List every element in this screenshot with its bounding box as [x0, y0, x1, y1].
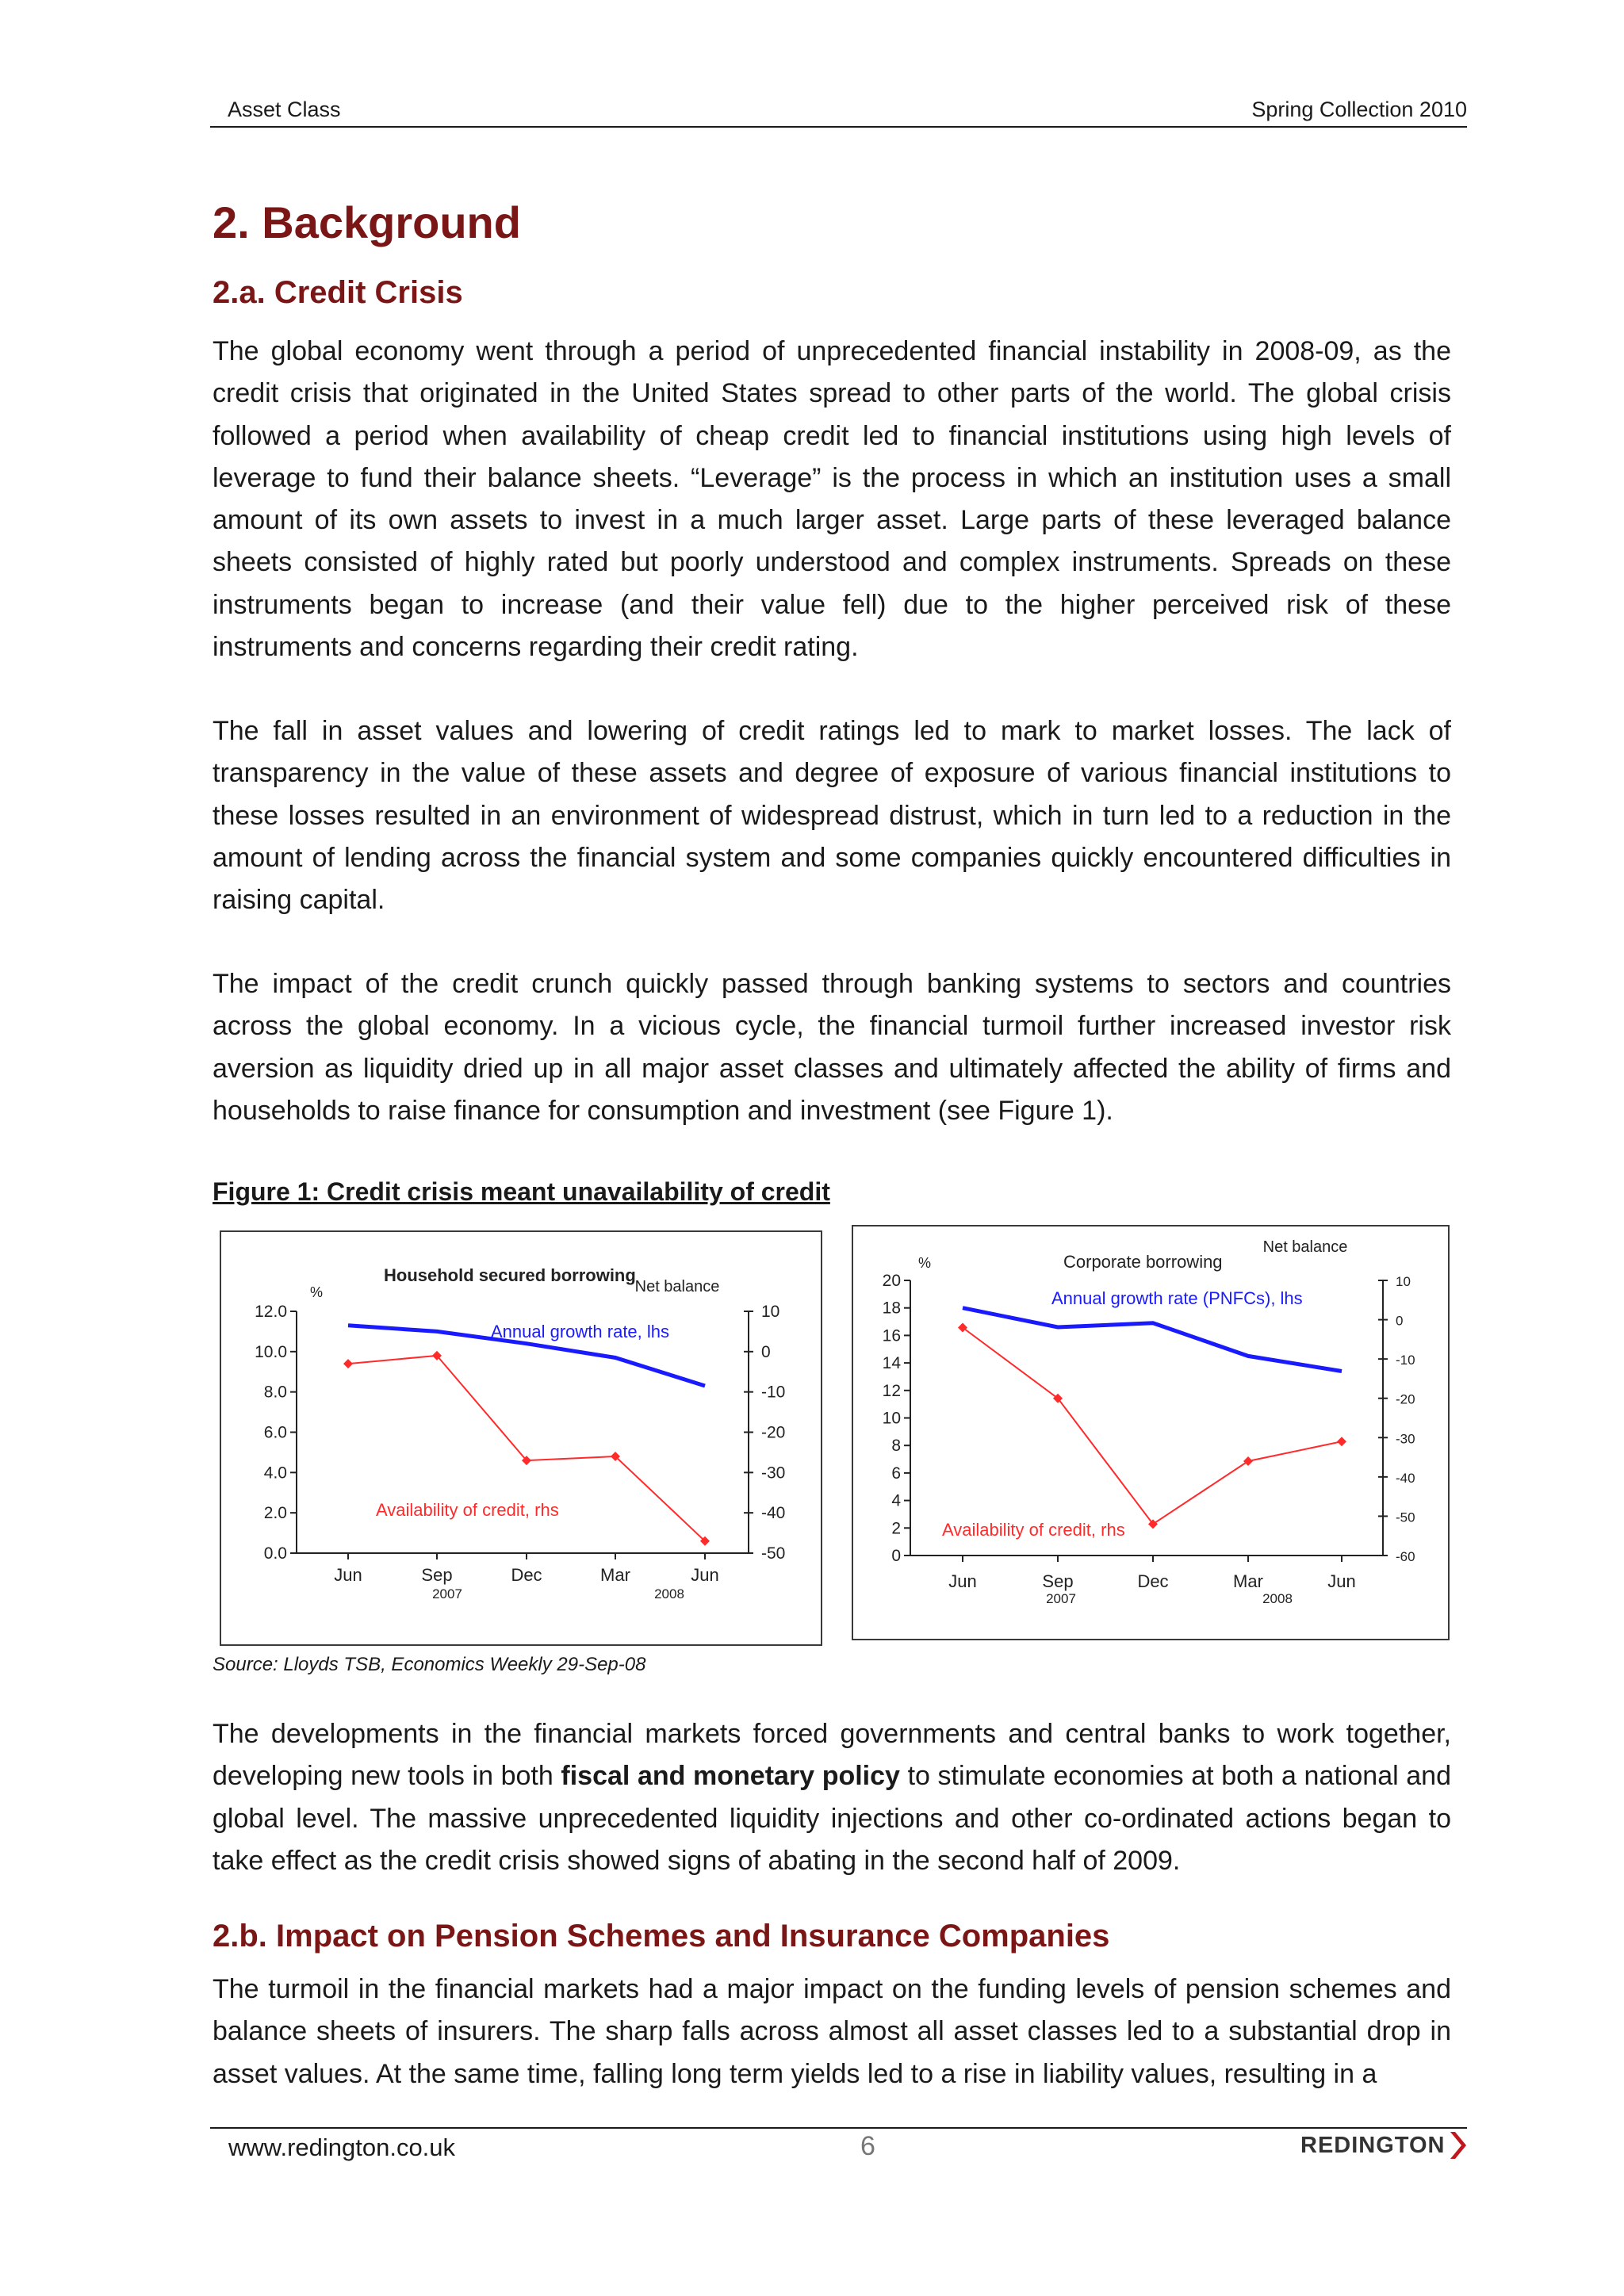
year-label: 2008 [654, 1586, 684, 1601]
footer-rule [210, 2127, 1467, 2129]
right-tick-label: -50 [761, 1544, 786, 1563]
left-tick-label: 6.0 [263, 1423, 287, 1442]
section-title: 2. Background [213, 197, 521, 247]
right-axis-title: Net balance [1262, 1238, 1348, 1256]
left-tick-label: 2 [891, 1519, 901, 1538]
chart-corporate [852, 1225, 1450, 1640]
left-tick-label: 6 [891, 1464, 901, 1483]
paragraph-2: The fall in asset values and lowering of credit ratings led to mark to market losses. The lack of transparency in the value of these assets and degree of exposure of various financial institutions to these losses resulted in an environment of widespread distrust, which in turn led to a reduction in the amount of lending across the financial system and some companies quickly encountered difficulties in raising capital. [213, 716, 1451, 916]
x-tick-label: Dec [511, 1565, 542, 1585]
header-left: Asset Class [228, 98, 341, 121]
year-label: 2008 [1262, 1591, 1293, 1606]
right-tick-label: -40 [1396, 1470, 1415, 1486]
x-tick-label: Mar [1233, 1571, 1263, 1591]
chart-household-svg [221, 1232, 821, 1644]
right-tick-label: 10 [1396, 1274, 1411, 1289]
footer-logo-text: REDINGTON [1300, 2132, 1446, 2158]
year-label: 2007 [1046, 1591, 1076, 1606]
header-right: Spring Collection 2010 [1251, 98, 1467, 121]
footer-page-number: 6 [860, 2131, 875, 2161]
chart-corporate-svg [853, 1226, 1448, 1639]
right-tick-label: -20 [1396, 1391, 1415, 1407]
left-tick-label: 8 [891, 1437, 901, 1456]
left-tick-label: 10 [882, 1409, 901, 1428]
footer-url[interactable]: www.redington.co.uk [228, 2133, 456, 2161]
series-line-growth [963, 1308, 1342, 1372]
left-tick-label: 0.0 [263, 1544, 287, 1563]
left-tick-label: 0 [891, 1547, 901, 1565]
x-tick-label: Jun [691, 1565, 719, 1585]
left-tick-label: 18 [882, 1299, 901, 1318]
right-axis-title: Net balance [634, 1278, 720, 1295]
x-tick-label: Jun [948, 1571, 977, 1591]
series-label: Availability of credit, rhs [942, 1520, 1125, 1540]
x-tick-label: Mar [600, 1565, 630, 1585]
left-tick-label: 4 [891, 1491, 901, 1510]
right-tick-label: 10 [761, 1303, 780, 1321]
left-axis-unit: % [310, 1284, 324, 1300]
header-rule [210, 126, 1467, 128]
logo-chevron-icon [1447, 2130, 1468, 2160]
subsection-a-title: 2.a. Credit Crisis [213, 275, 463, 310]
right-tick-label: 0 [1396, 1313, 1404, 1329]
series-label: Availability of credit, rhs [376, 1500, 559, 1520]
right-tick-label: -60 [1396, 1549, 1415, 1564]
paragraph-4 [213, 1713, 1451, 1882]
left-tick-label: 8.0 [263, 1383, 287, 1402]
series-label: Annual growth rate (PNFCs), lhs [1051, 1288, 1303, 1308]
x-tick-label: Jun [1327, 1571, 1356, 1591]
paragraph-4-bold: fiscal and monetary policy [561, 1761, 900, 1792]
footer-logo [1300, 2128, 1468, 2163]
chart-title: Household secured borrowing [384, 1265, 636, 1285]
right-tick-label: -30 [1396, 1431, 1415, 1447]
right-tick-label: -20 [761, 1423, 786, 1442]
x-tick-label: Sep [421, 1565, 453, 1585]
data-point-marker [343, 1359, 353, 1368]
right-tick-label: -10 [1396, 1353, 1415, 1368]
paragraph-1: The global economy went through a period of unprecedented financial instability in 2008-09, as the credit crisis that originated in the United States spread to other parts of the world. The global crisis followed a period when availability of cheap credit led to financial institutions using high levels of leverage to fund their balance sheets. “Leverage” is the process in which an institution uses a small amount of its own assets to invest in a much larger asset. Large parts of these leveraged balance sheets consisted of highly rated but poorly understood and complex instruments. Spreads on these instruments began to increase (and their value fell) due to the higher perceived risk of these instruments and concerns regarding their credit rating. [213, 336, 1451, 663]
left-tick-label: 12 [882, 1381, 901, 1400]
x-tick-label: Dec [1137, 1571, 1169, 1591]
figure-title: Figure 1: Credit crisis meant unavailability of credit [213, 1177, 830, 1206]
subsection-b-title: 2.b. Impact on Pension Schemes and Insurance Companies [213, 1919, 1110, 1954]
left-axis-unit: % [918, 1255, 932, 1271]
left-tick-label: 14 [882, 1354, 901, 1373]
chart-household [220, 1230, 822, 1646]
right-tick-label: 0 [761, 1342, 771, 1361]
figure-source: Source: Lloyds TSB, Economics Weekly 29-Sep-08 [213, 1654, 646, 1675]
data-point-marker [1243, 1456, 1253, 1466]
year-label: 2007 [432, 1586, 462, 1601]
paragraph-5: The turmoil in the financial markets had a major impact on the funding levels of pension schemes and balance sheets of insurers. The sharp falls across almost all asset classes led to a substantial drop in asset values. At the same time, falling long term yields led to a rise in liability values, resulting in a [213, 1974, 1451, 2089]
series-label: Annual growth rate, lhs [491, 1322, 670, 1341]
chart-title: Corporate borrowing [1063, 1252, 1223, 1272]
right-tick-label: -50 [1396, 1510, 1415, 1525]
x-tick-label: Jun [334, 1565, 362, 1585]
left-tick-label: 2.0 [263, 1504, 287, 1523]
paragraph-3: The impact of the credit crunch quickly passed through banking systems to sectors and countries across the global economy. In a vicious cycle, the financial turmoil further increased investor risk aversion as liquidity dried up in all major asset classes and ultimately affected the ability of firms and households to raise finance for consumption and investment (see Figure 1). [213, 969, 1451, 1126]
left-tick-label: 4.0 [263, 1464, 287, 1483]
paragraph-4-start: The developments in the financial markets forced governments and central banks to work together, developing new tools in both [213, 1719, 1451, 1792]
paragraph-4-end: to stimulate economies at both a national and global level. The massive unprecedented liquidity injections and other co-ordinated actions began to take effect as the credit crisis showed signs of abating in the second half of 2009. [213, 1761, 1451, 1876]
left-tick-label: 12.0 [255, 1303, 287, 1321]
right-tick-label: -40 [761, 1504, 786, 1523]
series-line-availability [963, 1328, 1342, 1525]
left-tick-label: 10.0 [255, 1342, 287, 1361]
left-tick-label: 20 [882, 1272, 901, 1290]
x-tick-label: Sep [1042, 1571, 1074, 1591]
right-tick-label: -30 [761, 1464, 786, 1483]
right-tick-label: -10 [761, 1383, 786, 1402]
left-tick-label: 16 [882, 1326, 901, 1345]
data-point-marker [1337, 1437, 1346, 1446]
